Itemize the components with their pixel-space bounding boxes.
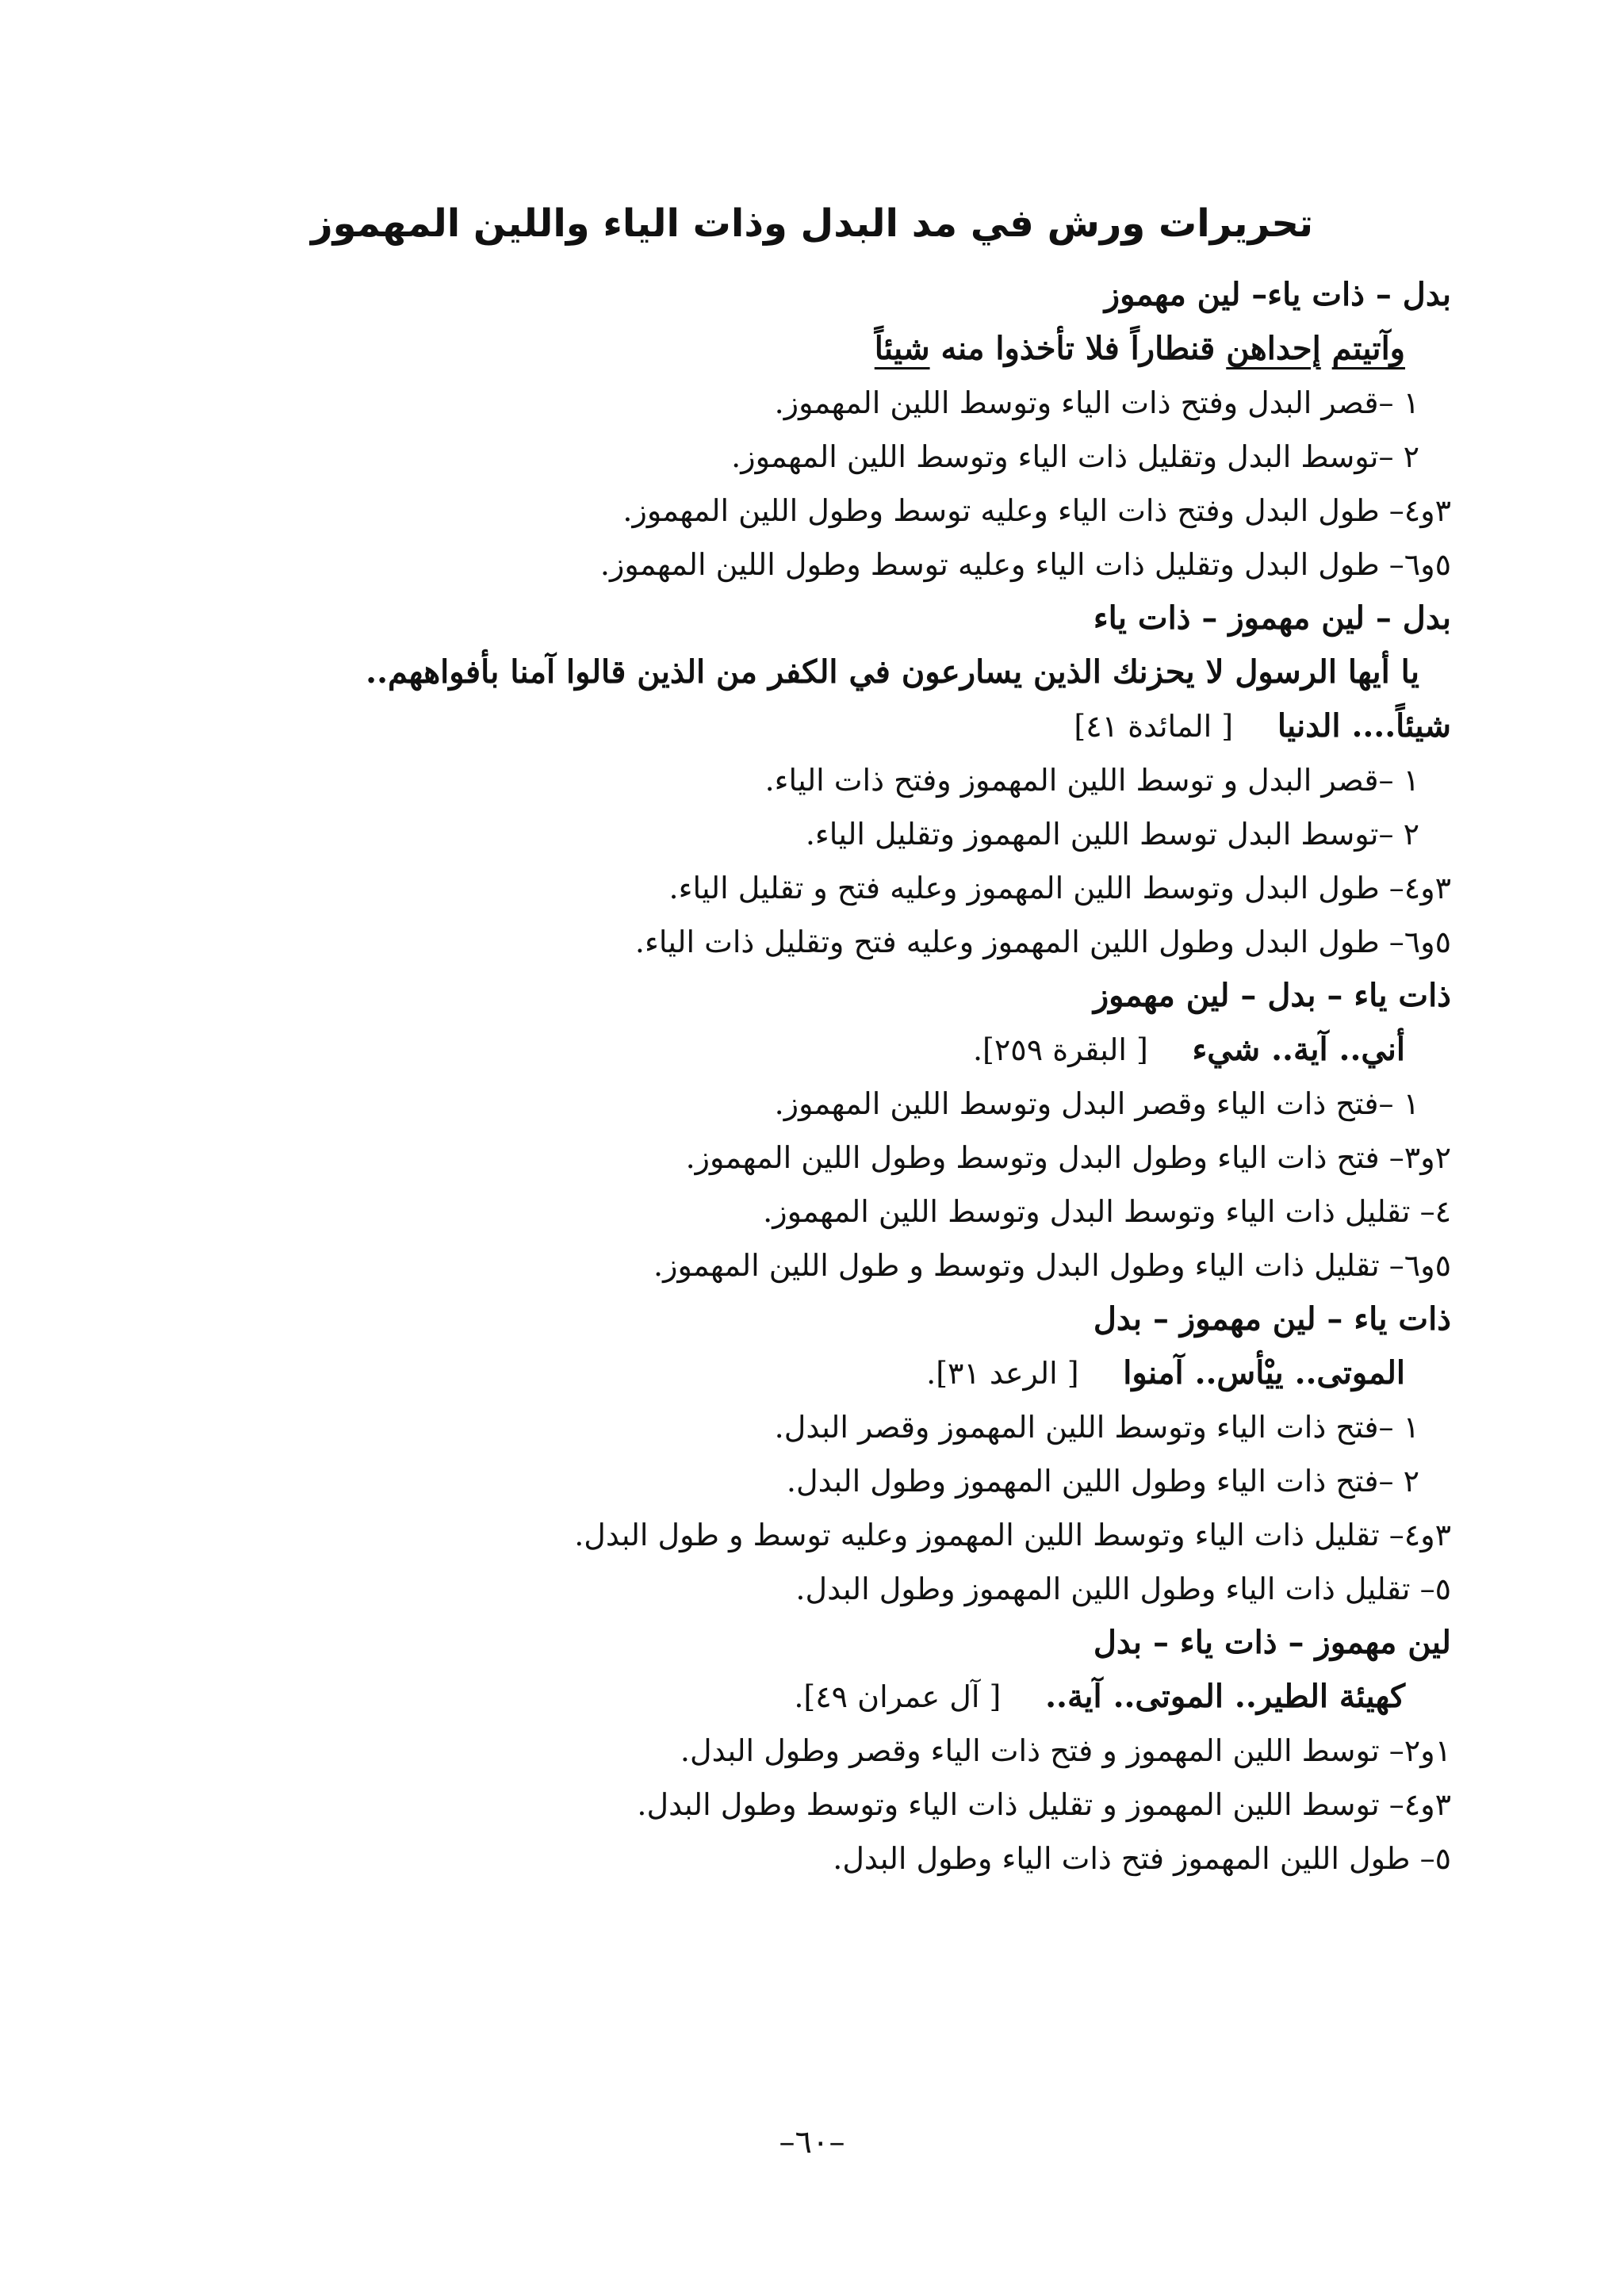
- section-heading: لين مهموز – ذات ياء – بدل: [1093, 1624, 1451, 1661]
- surah-reference: [ المائدة ٤١]: [1074, 709, 1234, 744]
- rule-item: ٣و٤– تقليل ذات الياء وتوسط اللين المهموز وعليه توسط و طول البدل.: [574, 1518, 1451, 1552]
- rule-item: ٤– تقليل ذات الياء وتوسط البدل وتوسط اللين المهموز.: [763, 1194, 1451, 1229]
- rule-item: ٢ –توسط البدل توسط اللين المهموز وتقليل الياء.: [805, 817, 1419, 852]
- rule-item: ٣و٤– توسط اللين المهموز و تقليل ذات الياء وتوسط وطول البدل.: [637, 1787, 1451, 1822]
- quran-example: يا أيها الرسول لا يحزنك الذين يسارعون في الكفر من الذين قالوا آمنا بأفواههم..: [366, 653, 1419, 691]
- rule-item: ٥و٦– طول البدل وطول اللين المهموز وعليه فتح وتقليل ذات الياء.: [634, 924, 1451, 959]
- section-3: [167, 969, 1451, 1292]
- underlined-word: وآتيتم: [1331, 330, 1405, 367]
- quran-example: أني.. آية.. شيء [ البقرة ٢٥٩].: [972, 1031, 1405, 1068]
- quran-example-words: شيئاً.... الدنيا [ المائدة ٤١]: [1074, 707, 1451, 745]
- rule-item: ١ –قصر البدل و توسط اللين المهموز وفتح ذات الياء.: [764, 763, 1419, 798]
- rule-item: ٢ –توسط البدل وتقليل ذات الياء وتوسط اللين المهموز.: [731, 439, 1419, 474]
- surah-reference: [ آل عمران ٤٩].: [794, 1679, 1002, 1714]
- surah-reference: [ البقرة ٢٥٩].: [972, 1032, 1148, 1067]
- rule-item: ٥و٦– تقليل ذات الياء وطول البدل وتوسط و طول اللين المهموز.: [653, 1248, 1451, 1283]
- page-title: تحريرات ورش في مد البدل وذات الياء واللين المهموز: [310, 201, 1314, 246]
- rule-item: ١و٢– توسط اللين المهموز و فتح ذات الياء وقصر وطول البدل.: [680, 1733, 1451, 1768]
- quran-example: الموتى.. ييْأس.. آمنوا [ الرعد ٣١].: [926, 1354, 1405, 1391]
- rule-item: ٢و٣– فتح ذات الياء وطول البدل وتوسط وطول اللين المهموز.: [685, 1140, 1451, 1175]
- page-content: [167, 268, 1451, 1885]
- underlined-word: إحداهن: [1226, 330, 1321, 367]
- rule-item: ٢ –فتح ذات الياء وطول اللين المهموز وطول البدل.: [786, 1464, 1419, 1499]
- section-heading: ذات ياء – لين مهموز – بدل: [1093, 1300, 1451, 1338]
- rule-item: ٥– تقليل ذات الياء وطول اللين المهموز وطول البدل.: [795, 1571, 1451, 1606]
- page-number: –٦٠–: [779, 2124, 845, 2161]
- section-heading: بدل – ذات ياء– لين مهموز: [1104, 276, 1451, 313]
- section-2: [167, 591, 1451, 969]
- section-heading: ذات ياء – بدل – لين مهموز: [1093, 977, 1451, 1014]
- rule-item: ٣و٤– طول البدل وفتح ذات الياء وعليه توسط وطول اللين المهموز.: [622, 493, 1451, 528]
- section-5: [167, 1616, 1451, 1885]
- rule-item: ٥و٦– طول البدل وتقليل ذات الياء وعليه توسط وطول اللين المهموز.: [599, 547, 1451, 582]
- rule-item: ٥– طول اللين المهموز فتح ذات الياء وطول البدل.: [833, 1841, 1451, 1876]
- section-4: [167, 1292, 1451, 1616]
- section-1: [167, 268, 1451, 591]
- surah-reference: [ الرعد ٣١].: [926, 1356, 1079, 1391]
- rule-item: ١ –فتح ذات الياء وتوسط اللين المهموز وقصر البدل.: [774, 1410, 1419, 1445]
- quran-example: وآتيتم إحداهن قنطاراً فلا تأخذوا منه شيئاً: [874, 330, 1405, 367]
- rule-item: ١ –فتح ذات الياء وقصر البدل وتوسط اللين المهموز.: [774, 1086, 1419, 1121]
- section-heading: بدل – لين مهموز – ذات ياء: [1093, 599, 1451, 637]
- quran-example: كهيئة الطير.. الموتى.. آية.. [ آل عمران ٤٩].: [794, 1678, 1405, 1715]
- rule-item: ١ –قصر البدل وفتح ذات الياء وتوسط اللين المهموز.: [774, 385, 1419, 420]
- rule-item: ٣و٤– طول البدل وتوسط اللين المهموز وعليه فتح و تقليل الياء.: [668, 871, 1451, 905]
- underlined-word: شيئاً: [874, 330, 930, 367]
